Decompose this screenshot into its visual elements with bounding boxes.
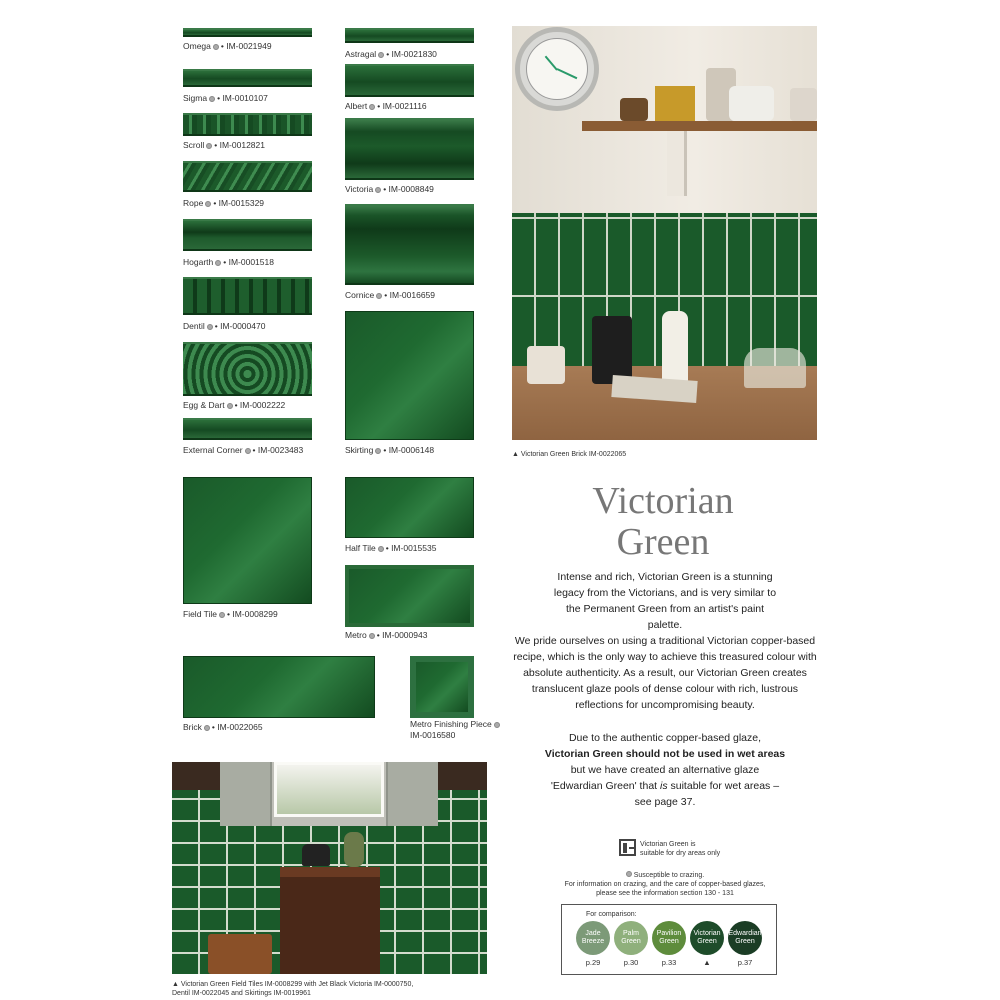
crazing-icon xyxy=(369,104,375,110)
triangle-icon: ▲ xyxy=(172,981,181,988)
metro-tile xyxy=(345,565,474,627)
metro-finishing-piece-label: Metro Finishing Piece IM-0016580 xyxy=(410,719,502,741)
comparison-label: For comparison: xyxy=(586,911,637,918)
hogarth-label: Hogarth • IM-0001518 xyxy=(183,257,274,267)
hogarth-tile xyxy=(183,219,312,251)
briefcase xyxy=(208,934,272,974)
astragal-label: Astragal • IM-0021830 xyxy=(345,49,437,59)
brick-label: Brick • IM-0022065 xyxy=(183,722,263,732)
cornice-tile xyxy=(345,204,474,285)
astragal-tile xyxy=(345,28,474,43)
wall-clock xyxy=(515,27,599,111)
crazing-icon xyxy=(375,187,381,193)
crazing-icon xyxy=(209,96,215,102)
dentil-tile xyxy=(183,277,312,315)
brick-tile xyxy=(183,656,375,718)
rope-tile xyxy=(183,161,312,192)
crazing-icon xyxy=(204,725,210,731)
crazing-icon xyxy=(227,403,233,409)
crazing-icon xyxy=(494,722,500,728)
swatch-page-3: p.33 xyxy=(661,958,677,967)
swatch-current-marker: ▲ xyxy=(703,958,711,967)
dry-area-icon xyxy=(619,839,636,856)
metro-label: Metro • IM-0000943 xyxy=(345,630,428,640)
swatch-pavilion-green: Pavilion Green xyxy=(652,921,686,955)
scroll-tile xyxy=(183,113,312,136)
half-tile xyxy=(345,477,474,538)
sigma-label: Sigma • IM-0010107 xyxy=(183,93,268,103)
crazing-icon xyxy=(378,52,384,58)
dry-area-note: Victorian Green is suitable for dry areas only xyxy=(640,841,721,857)
sigma-tile xyxy=(183,69,312,87)
metro-finishing-piece-tile xyxy=(410,656,474,718)
crazing-icon xyxy=(207,324,213,330)
crazing-note: Susceptible to crazing. For information on crazing, and the care of copper-based glazes, please see the information section 130 - 131 xyxy=(564,872,766,897)
crazing-icon xyxy=(245,448,251,454)
dentil-label: Dentil • IM-0000470 xyxy=(183,321,266,331)
kitchen-photo-caption: ▲ Victorian Green Brick IM-0022065 xyxy=(512,451,627,458)
crazing-icon xyxy=(219,612,225,618)
swatch-page-5: p.37 xyxy=(737,958,753,967)
field-tile xyxy=(183,477,312,604)
swatch-jade-breeze: Jade Breeze xyxy=(576,921,610,955)
crazing-icon xyxy=(215,260,221,266)
wet-area-paragraph: Due to the authentic copper-based glaze, Victorian Green should not be used in wet areas but we have created an alternative glaze 'Edwardian Green' that is suitable for wet areas – see page 37. xyxy=(513,730,817,810)
crazing-icon xyxy=(375,448,381,454)
side-table xyxy=(280,874,380,974)
external-corner-label: External Corner • IM-0023483 xyxy=(183,445,304,455)
intro-paragraph: Intense and rich, Victorian Green is a stunning legacy from the Victorians, and is very similar to the Permanent Green from an artist's paint palette. xyxy=(553,571,777,631)
hallway-photo-caption: ▲ Victorian Green Field Tiles IM-0008299 with Jet Black Victoria IM-0000750, Dentil IM-0022045 and Skirtings IM-0019961 xyxy=(172,981,414,997)
swatch-palm-green: Palm Green xyxy=(614,921,648,955)
crazing-icon xyxy=(378,546,384,552)
kitchen-photo xyxy=(512,26,817,440)
swatch-page-1: p.29 xyxy=(585,958,601,967)
crazing-icon xyxy=(376,293,382,299)
albert-label: Albert • IM-0021116 xyxy=(345,101,427,111)
crazing-icon xyxy=(626,871,632,877)
cornice-label: Cornice • IM-0016659 xyxy=(345,290,436,300)
albert-tile xyxy=(345,64,474,97)
swatch-edwardian-green: Edwardian Green xyxy=(728,921,762,955)
recipe-paragraph: We pride ourselves on using a traditional Victorian copper-based recipe, which is the only way to achieve this treasured colour with absolute authenticity. As a result, our Victorian Green creates translucent glaze pools of dense colour with rich, lustrous reflections for uncompromising beauty. xyxy=(513,635,817,711)
crazing-icon xyxy=(369,633,375,639)
page-title-line-1: Victorian xyxy=(592,480,734,522)
external-corner-tile xyxy=(183,418,312,440)
wet-area-warning: Victorian Green should not be used in wet areas xyxy=(544,748,786,760)
crazing-icon xyxy=(206,143,212,149)
swatch-victorian-green: Victorian Green xyxy=(690,921,724,955)
egg-and-dart-label: Egg & Dart • IM-0002222 xyxy=(183,400,286,410)
crazing-icon xyxy=(213,44,219,50)
crazing-icon xyxy=(205,201,211,207)
half-tile-label: Half Tile • IM-0015535 xyxy=(345,543,437,553)
victoria-tile xyxy=(345,118,474,180)
hallway-photo xyxy=(172,762,487,974)
skirting-label: Skirting • IM-0006148 xyxy=(345,445,435,455)
field-tile-label: Field Tile • IM-0008299 xyxy=(183,609,278,619)
egg-and-dart-tile xyxy=(183,342,312,396)
omega-tile xyxy=(183,28,312,37)
rope-label: Rope • IM-0015329 xyxy=(183,198,265,208)
triangle-icon: ▲ xyxy=(512,451,521,458)
shelf xyxy=(582,121,817,131)
omega-label: Omega • IM-0021949 xyxy=(183,41,272,51)
victoria-label: Victoria • IM-0008849 xyxy=(345,184,434,194)
swatch-page-2: p.30 xyxy=(623,958,639,967)
page-title-line-2: Green xyxy=(616,521,710,563)
skirting-tile xyxy=(345,311,474,440)
scroll-label: Scroll • IM-0012821 xyxy=(183,140,265,150)
